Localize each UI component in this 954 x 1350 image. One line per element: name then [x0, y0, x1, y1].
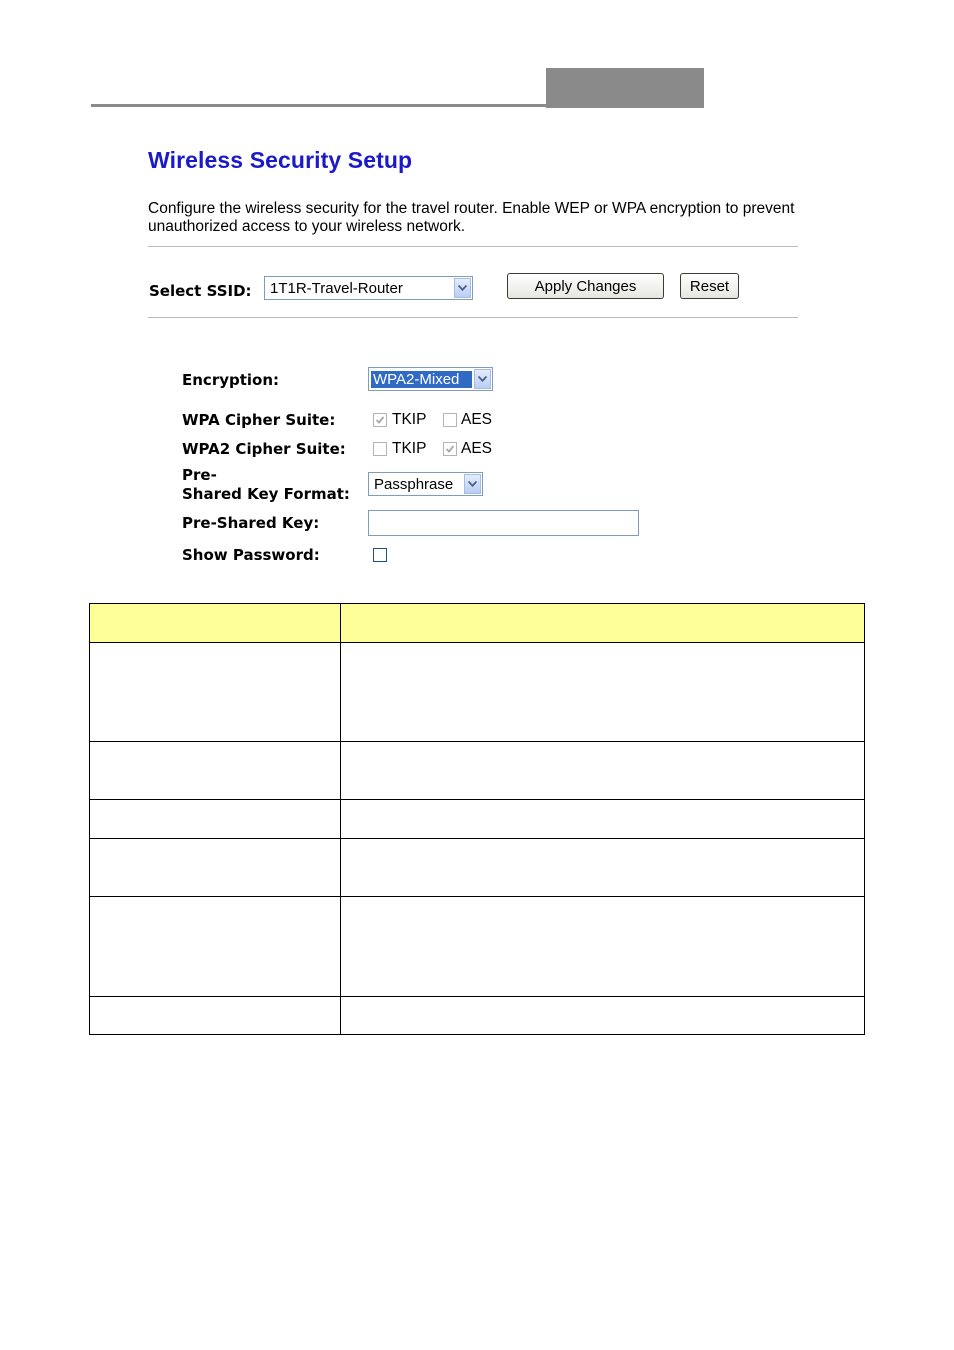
table-cell	[341, 800, 865, 839]
ssid-select-value: 1T1R-Travel-Router	[270, 279, 403, 297]
wpa2-tkip-label: TKIP	[392, 440, 427, 457]
table-row	[90, 839, 865, 897]
ssid-select[interactable]	[264, 276, 473, 300]
table-row	[90, 897, 865, 997]
table-header-cell	[90, 604, 341, 643]
table-row	[90, 742, 865, 800]
psk-format-label-line2: Shared Key Format:	[182, 485, 350, 503]
table-cell	[90, 643, 341, 742]
info-table	[89, 603, 865, 1035]
psk-label: Pre-Shared Key:	[182, 514, 320, 532]
wpa-cipher-label: WPA Cipher Suite:	[182, 411, 336, 429]
wpa2-cipher-label: WPA2 Cipher Suite:	[182, 440, 346, 458]
table-cell	[341, 839, 865, 897]
wpa2-tkip-checkbox[interactable]	[373, 442, 387, 456]
psk-format-select-value: Passphrase	[374, 475, 454, 493]
page-description: Configure the wireless security for the travel router. Enable WEP or WPA encryption to prevent unauthorized access to your wireless network.	[148, 200, 795, 235]
apply-changes-button[interactable]: Apply Changes	[507, 273, 664, 299]
psk-format-select[interactable]	[368, 472, 483, 496]
header-block	[546, 68, 704, 108]
header-rule	[91, 104, 547, 107]
table-header-cell	[341, 604, 865, 643]
wpa-tkip-label: TKIP	[392, 411, 427, 428]
wpa-tkip-checkbox[interactable]	[373, 413, 387, 427]
divider-bottom	[148, 317, 798, 318]
table-cell	[90, 839, 341, 897]
show-password-label: Show Password:	[182, 546, 320, 564]
wpa2-aes-checkbox[interactable]	[443, 442, 457, 456]
table-row	[90, 997, 865, 1035]
wpa-aes-checkbox[interactable]	[443, 413, 457, 427]
table-cell	[341, 742, 865, 800]
table-cell	[341, 643, 865, 742]
divider-top	[148, 246, 798, 247]
encryption-select-value: WPA2-Mixed	[371, 371, 472, 388]
psk-input[interactable]	[368, 510, 639, 536]
table-row	[90, 800, 865, 839]
table-cell	[341, 897, 865, 997]
encryption-label: Encryption:	[182, 371, 280, 389]
reset-button[interactable]: Reset	[680, 273, 739, 299]
ssid-label: Select SSID:	[149, 282, 252, 300]
chevron-down-icon[interactable]	[474, 369, 491, 389]
wpa-aes-label: AES	[461, 411, 493, 428]
table-cell	[341, 997, 865, 1035]
chevron-down-icon[interactable]	[454, 278, 471, 298]
wpa2-aes-label: AES	[461, 440, 493, 457]
table-cell	[90, 997, 341, 1035]
psk-format-label-line1: Pre-	[182, 466, 217, 484]
table-cell	[90, 800, 341, 839]
table-cell	[90, 897, 341, 997]
chevron-down-icon[interactable]	[464, 474, 481, 494]
show-password-checkbox[interactable]	[373, 548, 387, 562]
page-title: Wireless Security Setup	[148, 147, 413, 173]
table-cell	[90, 742, 341, 800]
table-row	[90, 643, 865, 742]
encryption-select[interactable]	[368, 367, 493, 391]
table-header-row	[90, 604, 865, 643]
